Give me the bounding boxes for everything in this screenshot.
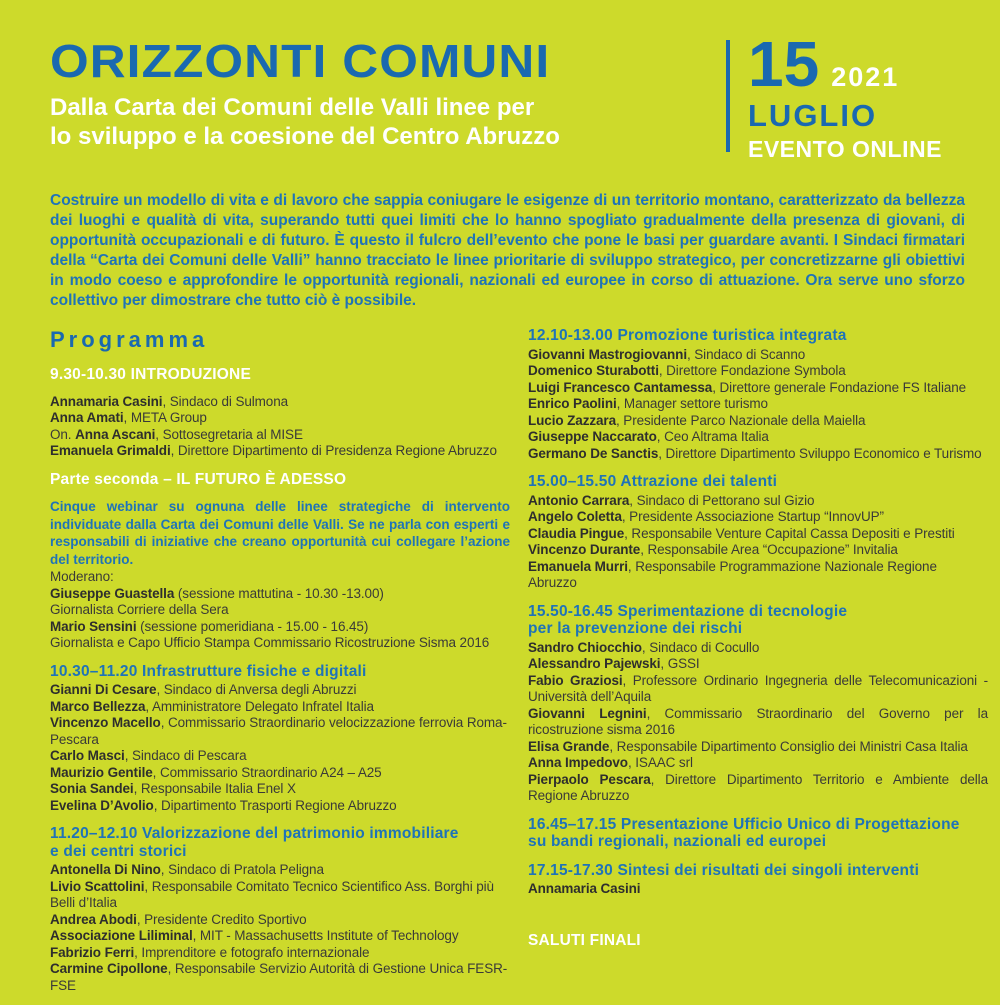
session-title xyxy=(528,327,988,345)
speaker-row xyxy=(528,413,988,430)
session xyxy=(50,471,510,652)
session-title xyxy=(50,663,510,681)
speaker-name: Marco Bellezza xyxy=(50,698,146,714)
speaker-row xyxy=(528,446,988,463)
speaker-row xyxy=(50,748,510,765)
speaker-name: Luigi Francesco Cantamessa xyxy=(528,379,713,395)
speaker-name: Anna Ascani xyxy=(75,426,156,442)
speaker-name: Carmine Cipollone xyxy=(50,961,168,976)
event-title: ORIZZONTI COMUNI xyxy=(50,35,551,87)
speaker-row xyxy=(528,656,988,673)
speaker-name: Anna Amati xyxy=(50,410,124,425)
session-title-line: e dei centri storici xyxy=(50,842,187,860)
speaker-row xyxy=(50,928,510,945)
speaker-name: Anna Impedovo xyxy=(528,755,628,770)
session xyxy=(528,862,988,898)
speaker-row xyxy=(50,427,510,444)
speaker-role: , Responsabile Programmazione Nazionale Regione Abruzzo xyxy=(528,558,937,590)
speaker-row xyxy=(528,429,988,446)
speaker-name: Giovanni Mastrogiovanni xyxy=(528,346,687,362)
event-month: LUGLIO xyxy=(748,98,878,133)
speaker-name: Lucio Zazzara xyxy=(528,412,616,428)
speaker-row xyxy=(50,945,510,962)
event-year: 2021 xyxy=(831,62,900,92)
speaker-row xyxy=(50,798,510,815)
speaker-row xyxy=(528,706,988,739)
speaker-name: Mario Sensini xyxy=(50,618,137,634)
speaker-name: Annamaria Casini xyxy=(50,393,163,409)
speaker-list xyxy=(50,682,510,814)
speaker-row xyxy=(528,559,988,592)
speaker-row xyxy=(528,509,988,526)
speaker-row xyxy=(50,765,510,782)
speaker-role: (sessione mattutina - 10.30 -13.00) xyxy=(174,585,384,601)
speaker-name: Claudia Pingue xyxy=(528,525,625,541)
header-divider xyxy=(726,40,730,152)
speaker-row xyxy=(528,542,988,559)
speaker-name: Vincenzo Durante xyxy=(528,542,641,557)
speaker-name: Alessandro Pajewski xyxy=(528,656,661,671)
session-title-line: 15.00–15.50 Attrazione dei talenti xyxy=(528,473,778,490)
event-mode: EVENTO ONLINE xyxy=(748,136,942,162)
speaker-list xyxy=(528,493,988,592)
speaker-row xyxy=(528,526,988,543)
speaker-role: , Direttore Fondazione Symbola xyxy=(658,363,846,378)
speaker-role: Giornalista e Capo Ufficio Stampa Commissario Ricostruzione Sisma 2016 xyxy=(50,635,490,650)
speaker-row xyxy=(50,569,510,586)
event-day: 15 xyxy=(748,28,820,100)
speaker-name: Giovanni Legnini xyxy=(528,705,647,721)
speaker-role: , Manager settore turismo xyxy=(616,396,768,411)
speaker-role: , Commissario Straordinario velocizzazione ferrovia Roma-Pescara xyxy=(50,715,507,747)
session-title-line: SALUTI FINALI xyxy=(528,931,641,949)
speaker-row xyxy=(50,879,510,912)
session-title-line: 9.30-10.30 INTRODUZIONE xyxy=(50,366,251,383)
speaker-name: Giuseppe Naccarato xyxy=(528,429,657,444)
speaker-name: Emanuela Murri xyxy=(528,558,628,574)
speaker-role: , Responsabile Servizio Autorità di Gestione Unica FESR-FSE xyxy=(50,961,508,993)
speaker-name: Domenico Sturabotti xyxy=(528,363,659,378)
speaker-role: , Direttore Dipartimento Territorio e Ambiente della Regione Abruzzo xyxy=(528,771,988,803)
speaker-name: Associazione Liliminal xyxy=(50,928,193,943)
program-column-right xyxy=(528,327,988,960)
speaker-role: , Commissario Straordinario A24 – A25 xyxy=(152,764,382,780)
session-title xyxy=(50,366,510,384)
speaker-name: Elisa Grande xyxy=(528,738,610,754)
speaker-name: Carlo Masci xyxy=(50,748,125,763)
speaker-role: , Commissario Straordinario del Governo per la ricostruzione sisma 2016 xyxy=(528,705,988,737)
speaker-row xyxy=(50,586,510,603)
date-row xyxy=(748,28,988,100)
speaker-role: , Direttore Dipartimento di Presidenza Regione Abruzzo xyxy=(170,443,497,458)
speaker-role: , MIT - Massachusetts Institute of Technology xyxy=(192,928,459,943)
date-block xyxy=(748,28,988,162)
speaker-role: , Direttore Dipartimento Sviluppo Economico e Turismo xyxy=(658,445,982,461)
speaker-role: , Responsabile Area “Occupazione” Invitalia xyxy=(640,542,898,557)
speaker-row xyxy=(528,673,988,706)
session xyxy=(50,825,510,994)
speaker-name: Vincenzo Macello xyxy=(50,715,161,730)
session xyxy=(50,366,510,460)
session xyxy=(528,816,988,851)
speaker-name: Maurizio Gentile xyxy=(50,764,153,780)
session-title-line: 16.45–17.15 Presentazione Ufficio Unico di Progettazione xyxy=(528,815,960,833)
session-note: Cinque webinar su ognuna delle linee strategiche di intervento individuate dalla Carta dei Comuni delle Valli. Se ne parla con esperti e responsabili di iniziative che creano opportunità cui collegare l’azione del territorio. xyxy=(50,499,510,567)
speaker-name: Angelo Coletta xyxy=(528,509,622,524)
session-title xyxy=(528,862,988,880)
speaker-role: , Presidente Parco Nazionale della Maiella xyxy=(615,412,866,428)
speaker-row xyxy=(528,772,988,805)
speaker-name: Germano De Sanctis xyxy=(528,445,659,461)
speaker-role: , Sottosegretaria al MISE xyxy=(155,426,303,442)
speaker-role: , Sindaco di Sulmona xyxy=(162,393,289,409)
speaker-list xyxy=(50,394,510,460)
speaker-name: Emanuela Grimaldi xyxy=(50,443,171,458)
event-subtitle xyxy=(50,93,726,151)
speaker-name: Fabrizio Ferri xyxy=(50,944,135,960)
speaker-name: Gianni Di Cesare xyxy=(50,682,157,697)
speaker-row xyxy=(528,640,988,657)
speaker-name: Sonia Sandei xyxy=(50,781,134,796)
speaker-name: Pierpaolo Pescara xyxy=(528,771,651,787)
speaker-list xyxy=(528,640,988,805)
speaker-name: Antonella Di Nino xyxy=(50,862,161,877)
session xyxy=(528,327,988,462)
program xyxy=(50,327,988,1005)
speaker-row xyxy=(50,682,510,699)
intro-paragraph: Costruire un modello di vita e di lavoro che sappia coniugare le esigenze di un territorio montano, caratterizzato da bellezza dei luoghi e qualità di vita, superando tutti quei limiti che lo hanno spogliato gradualmente della presenza di giovani, di opportunità occupazionali e di futuro. È questo il fulcro dell’evento che pone le basi per guardare avanti. I Sindaci firmatari della “Carta dei Comuni delle Valli” hanno tracciato le linee prioritarie di sviluppo strategico, per concretizzarne gli obiettivi in modo coeso e approfondire le opportunità regionali, nazionali ed europee in corso di attuazione. Ora serve uno sforzo collettivo per dimostrare che tutto ciò è possibile. xyxy=(50,192,965,309)
header xyxy=(50,28,988,162)
session-title xyxy=(50,471,510,489)
speaker-role: , Presidente Credito Sportivo xyxy=(136,911,307,927)
speaker-row xyxy=(50,619,510,636)
speaker-row xyxy=(528,396,988,413)
speaker-row xyxy=(528,363,988,380)
speaker-row xyxy=(528,739,988,756)
session-title-line: 15.50-16.45 Sperimentazione di tecnologie xyxy=(528,602,848,620)
speaker-row xyxy=(50,961,510,994)
session-title-line: 12.10-13.00 Promozione turistica integrata xyxy=(528,327,847,344)
session-title xyxy=(50,825,510,860)
speaker-role: , META Group xyxy=(123,410,207,425)
speaker-row xyxy=(50,410,510,427)
speaker-row xyxy=(50,781,510,798)
speaker-role: , Sindaco di Anversa degli Abruzzi xyxy=(156,682,357,697)
speaker-row xyxy=(528,380,988,397)
session-title-line: Parte seconda – IL FUTURO È ADESSO xyxy=(50,470,347,488)
speaker-list xyxy=(528,347,988,463)
speaker-name: Fabio Graziosi xyxy=(528,672,623,688)
speaker-role: Giornalista Corriere della Sera xyxy=(50,602,229,617)
speaker-row xyxy=(50,699,510,716)
speaker-role: , Presidente Associazione Startup “InnovUP” xyxy=(621,509,884,524)
speaker-prefix: On. xyxy=(50,426,76,442)
speaker-role: , Sindaco di Scanno xyxy=(686,346,806,362)
speaker-role: , Sindaco di Cocullo xyxy=(641,639,760,655)
subtitle-line-2: lo sviluppo e la coesione del Centro Abruzzo xyxy=(50,123,560,150)
speaker-role: , Dipartimento Trasporti Regione Abruzzo xyxy=(153,797,397,813)
session xyxy=(528,603,988,805)
speaker-row xyxy=(50,394,510,411)
speaker-role: , Professore Ordinario Ingegneria delle Telecomunicazioni - Università dell’Aquila xyxy=(528,672,988,704)
speaker-role: , Responsabile Dipartimento Consiglio dei Ministri Casa Italia xyxy=(609,738,968,754)
speaker-name: Annamaria Casini xyxy=(528,881,641,896)
session xyxy=(528,473,988,592)
session-title xyxy=(528,603,988,638)
speaker-row xyxy=(528,755,988,772)
speaker-name: Livio Scattolini xyxy=(50,878,145,894)
speaker-role: , Amministratore Delegato Infratel Italia xyxy=(145,698,374,714)
speaker-role: , Sindaco di Pescara xyxy=(124,748,247,763)
speaker-name: Andrea Abodi xyxy=(50,911,137,927)
speaker-row xyxy=(50,602,510,619)
program-column-left xyxy=(50,327,510,1005)
speaker-row xyxy=(528,347,988,364)
speaker-role: , Responsabile Italia Enel X xyxy=(133,781,296,796)
session-title xyxy=(528,816,988,851)
speaker-role: , GSSI xyxy=(660,656,700,671)
speaker-row xyxy=(50,862,510,879)
session-title-line: 17.15-17.30 Sintesi dei risultati dei singoli interventi xyxy=(528,861,920,879)
speaker-role: Moderano: xyxy=(50,569,114,584)
speaker-list xyxy=(50,862,510,994)
program-heading: Programma xyxy=(50,327,209,352)
subtitle-line-1: Dalla Carta dei Comuni delle Valli linee per xyxy=(50,94,535,121)
speaker-name: Evelina D’Avolio xyxy=(50,797,154,813)
speaker-row xyxy=(50,715,510,748)
session-title-line: 11.20–12.10 Valorizzazione del patrimonio immobiliare xyxy=(50,825,459,842)
speaker-row xyxy=(50,443,510,460)
session-title-line: su bandi regionali, nazionali ed europei xyxy=(528,833,827,850)
speaker-role: , ISAAC srl xyxy=(627,755,693,770)
speaker-role: , Sindaco di Pettorano sul Gizio xyxy=(629,492,815,508)
speaker-role: , Sindaco di Pratola Peligna xyxy=(160,862,324,877)
speaker-list xyxy=(528,881,988,898)
speaker-name: Antonio Carrara xyxy=(528,492,630,508)
speaker-row xyxy=(50,912,510,929)
speaker-name: Giuseppe Guastella xyxy=(50,585,175,601)
session-title-line: 10.30–11.20 Infrastrutture fisiche e digitali xyxy=(50,662,367,680)
session-title xyxy=(528,932,988,950)
session-title-line: per la prevenzione dei rischi xyxy=(528,620,743,637)
speaker-name: Sandro Chiocchio xyxy=(528,639,642,655)
header-title-block xyxy=(50,35,726,151)
speaker-role: (sessione pomeridiana - 15.00 - 16.45) xyxy=(136,618,369,634)
speaker-row xyxy=(528,493,988,510)
speaker-role: , Responsabile Comitato Tecnico Scientifico Ass. Borghi più Belli d’Italia xyxy=(50,878,494,910)
speaker-role: , Direttore generale Fondazione FS Italiane xyxy=(712,379,967,395)
session xyxy=(50,663,510,815)
session-title xyxy=(528,473,988,491)
speaker-role: , Imprenditore e fotografo internazionale xyxy=(134,944,370,960)
speaker-row xyxy=(50,635,510,652)
speaker-list xyxy=(50,569,510,652)
session xyxy=(528,932,988,950)
speaker-row xyxy=(528,881,988,898)
speaker-name: Enrico Paolini xyxy=(528,396,617,411)
speaker-role: , Ceo Altrama Italia xyxy=(656,429,769,444)
speaker-role: , Responsabile Venture Capital Cassa Depositi e Prestiti xyxy=(624,525,955,541)
